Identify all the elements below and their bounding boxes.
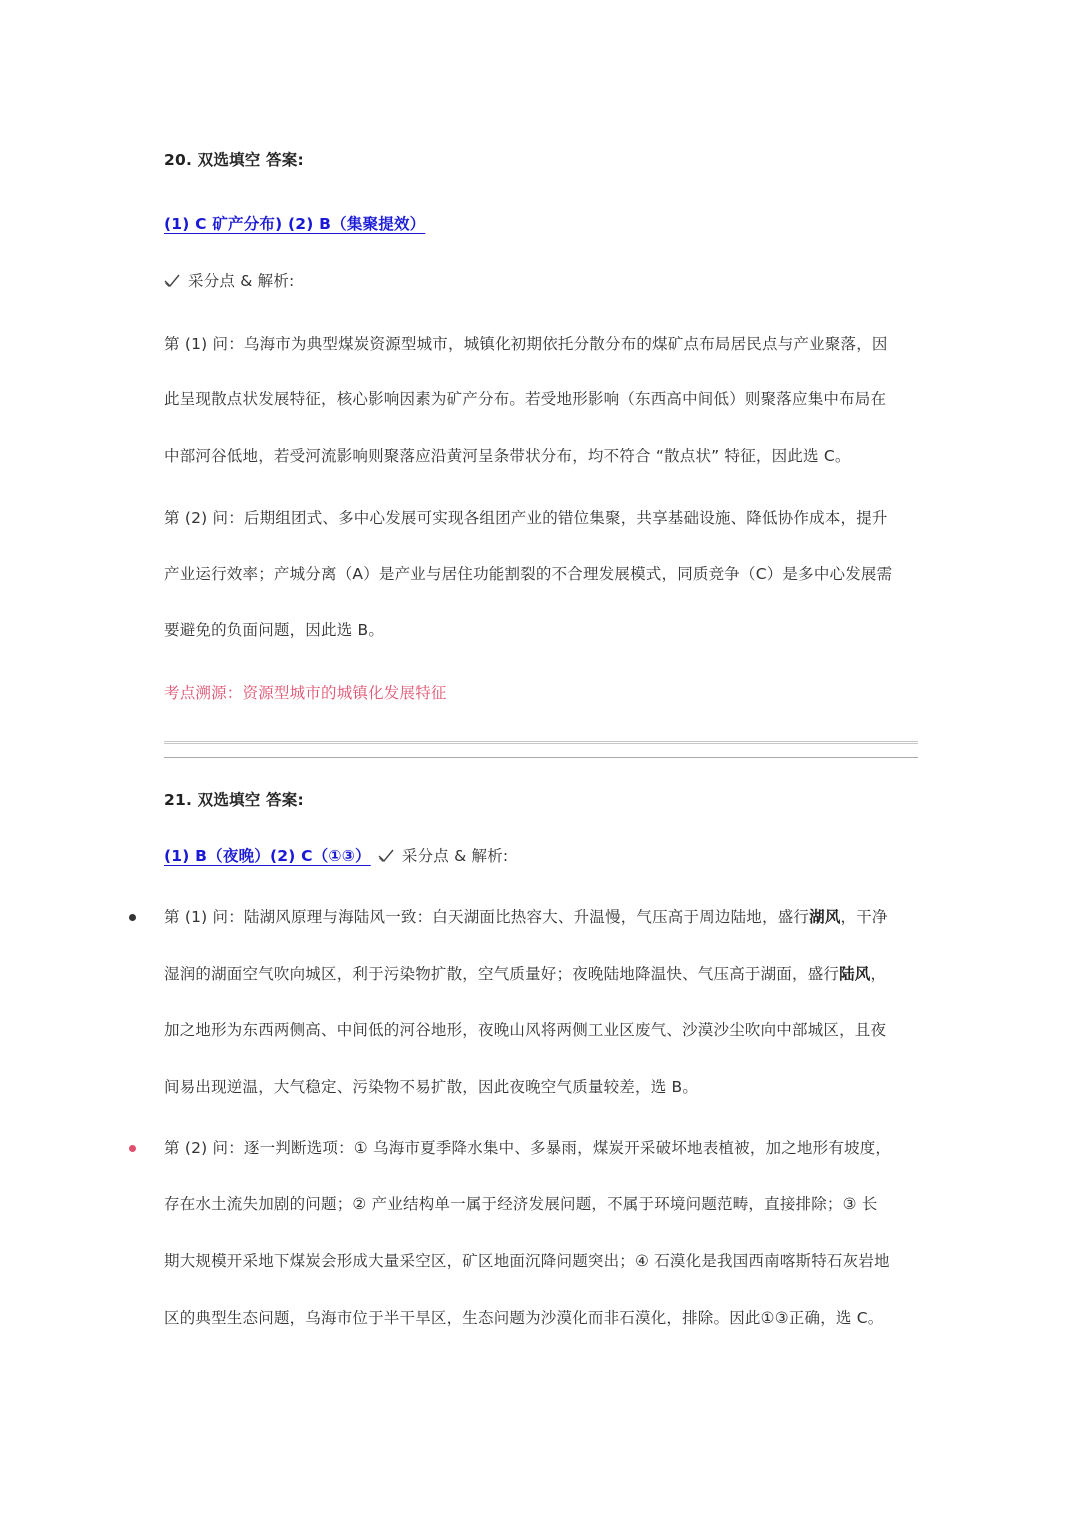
- q21-b1-line2-pre: 湿润的湖面空气吹向城区，利于污染物扩散，空气质量好；夜晚陆地降温快、气压高于湖面，盛行: [164, 965, 840, 983]
- q20-para2-line2: 产业运行效率；产城分离（A）是产业与居住功能割裂的不合理发展模式，同质竞争（C）是多中心发展需: [164, 565, 893, 583]
- q20-analysis-label-line: [164, 270, 924, 292]
- q21-b1-line2-post: ，: [870, 965, 887, 983]
- q21-answer[interactable]: (1) B（夜晚）(2) C（①③）: [164, 847, 371, 865]
- q21-heading: 21. 双选填空 答案:: [164, 791, 304, 809]
- q20-para1-line2: 此呈现散点状发展特征，核心影响因素为矿产分布。若受地形影响（东西高中间低）则聚落应集中布局在: [164, 390, 887, 408]
- q21-b2-line1: 第 (2) 问：逐一判断选项：① 乌海市夏季降水集中、多暴雨，煤炭开采破坏地表植被，加之地形有坡度，: [164, 1139, 892, 1157]
- q21-b2-line4: 区的典型生态问题，乌海市位于半干旱区，生态问题为沙漠化而非石漠化，排除。因此①③正确，选 C。: [164, 1309, 884, 1327]
- q21-answer-line: [164, 845, 924, 867]
- keyword-lake-breeze: 湖风: [809, 908, 841, 926]
- q21-analysis-label: 采分点 & 解析:: [401, 847, 509, 865]
- q20-heading: 20. 双选填空 答案:: [164, 151, 304, 169]
- check-icon: [164, 274, 180, 288]
- q21-b2-line2: 存在水土流失加剧的问题；② 产业结构单一属于经济发展问题，不属于环境问题范畴，直接排除；③ 长: [164, 1195, 878, 1213]
- q20-para2-line1: 第 (2) 问：后期组团式、多中心发展可实现各组团产业的错位集聚，共享基础设施、降低协作成本，提升: [164, 509, 888, 527]
- q21-b1-line4: 间易出现逆温，大气稳定、污染物不易扩散，因此夜晚空气质量较差，选 B。: [164, 1078, 699, 1096]
- q20-answer-line: [164, 213, 924, 235]
- q20-source: 考点溯源：资源型城市的城镇化发展特征: [164, 684, 447, 702]
- q21-b1-line2: [164, 963, 924, 985]
- q21-b1-line1-post: ，干净: [840, 908, 888, 926]
- bullet-dot: [129, 1145, 136, 1152]
- keyword-land-breeze: 陆风: [839, 965, 871, 983]
- q20-para1-line1: 第 (1) 问：乌海市为典型煤炭资源型城市，城镇化初期依托分散分布的煤矿点布局居民点与产业聚落，因: [164, 335, 888, 353]
- q21-b2-line3: 期大规模开采地下煤炭会形成大量采空区，矿区地面沉降问题突出；④ 石漠化是我国西南喀斯特石灰岩地: [164, 1252, 890, 1270]
- q20-para2-line3: 要避免的负面问题，因此选 B。: [164, 621, 385, 639]
- section-divider: [164, 757, 918, 758]
- q20-analysis-label: 采分点 & 解析:: [188, 272, 295, 290]
- q20-para1-line3: 中部河谷低地，若受河流影响则聚落应沿黄河呈条带状分布，均不符合 “散点状” 特征，因此选 C。: [164, 447, 851, 465]
- q21-b1-line1-pre: 第 (1) 问：陆湖风原理与海陆风一致：白天湖面比热容大、升温慢，气压高于周边陆地，盛行: [164, 908, 810, 926]
- bullet-dot: [129, 914, 136, 921]
- q20-answer[interactable]: (1) C 矿产分布) (2) B（集聚提效）: [164, 215, 426, 233]
- check-icon: [378, 849, 394, 863]
- section-divider-double: [164, 741, 918, 744]
- q21-b1-line1: [164, 906, 924, 928]
- q21-b1-line3: 加之地形为东西两侧高、中间低的河谷地形，夜晚山风将两侧工业区废气、沙漠沙尘吹向中部城区，且夜: [164, 1021, 887, 1039]
